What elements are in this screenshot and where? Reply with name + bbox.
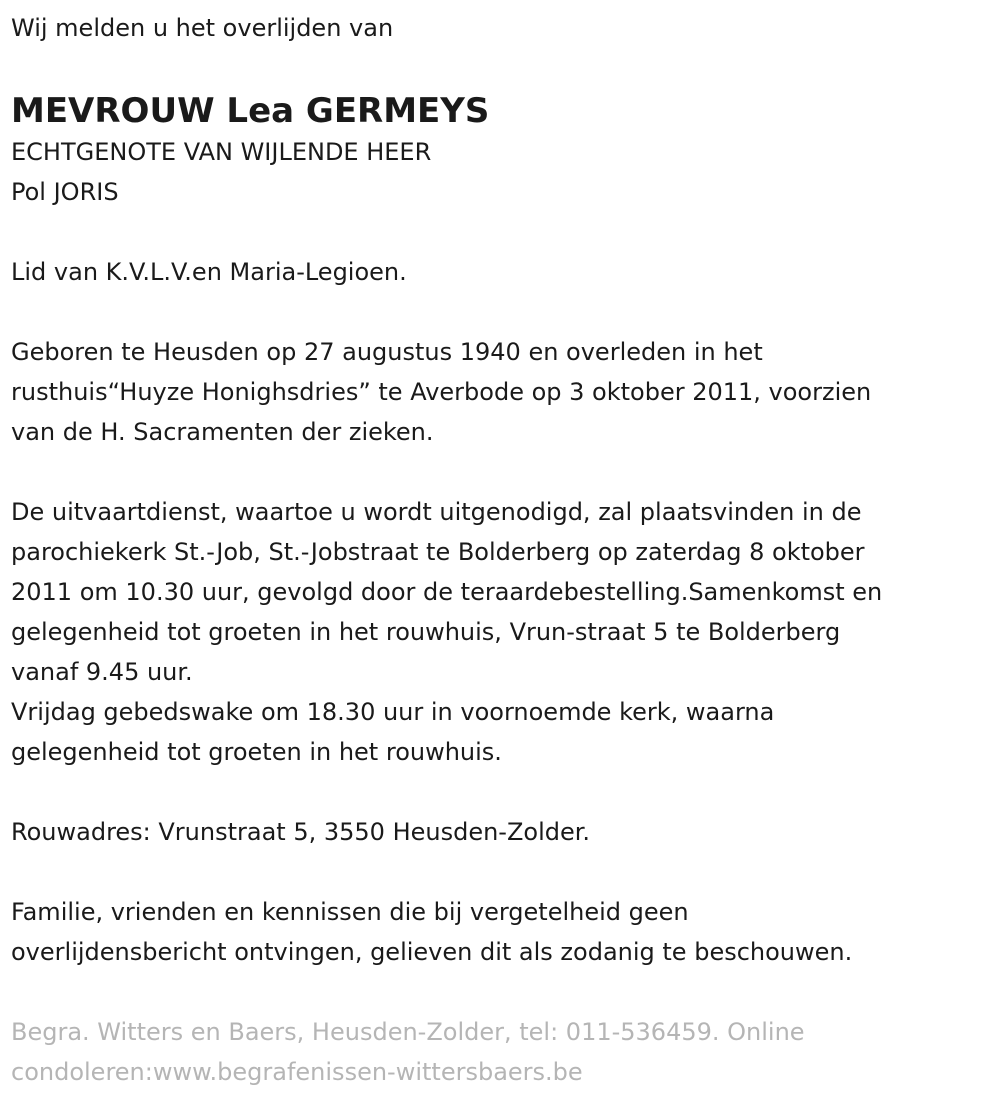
family-note-paragraph: [11, 892, 989, 972]
family-note-line: overlijdensbericht ontvingen, gelieven dit als zodanig te beschouwen.: [11, 938, 853, 966]
funeral-home-footer: [11, 1012, 989, 1092]
birth-death-line: van de H. Sacramenten der zieken.: [11, 418, 434, 446]
footer-line: Begra. Witters en Baers, Heusden-Zolder, tel: 011-536459. Online: [11, 1018, 805, 1046]
funeral-line: Vrijdag gebedswake om 18.30 uur in voornoemde kerk, waarna: [11, 698, 775, 726]
mourning-address: Rouwadres: Vrunstraat 5, 3550 Heusden-Zolder.: [11, 818, 591, 846]
funeral-line: 2011 om 10.30 uur, gevolgd door de teraardebestelling.Samenkomst en: [11, 578, 883, 606]
funeral-paragraph: [11, 492, 989, 772]
funeral-line: gelegenheid tot groeten in het rouwhuis, Vrun-straat 5 te Bolderberg: [11, 618, 841, 646]
family-note-line: Familie, vrienden en kennissen die bij vergetelheid geen: [11, 898, 689, 926]
funeral-line: vanaf 9.45 uur.: [11, 658, 193, 686]
spouse-line-1: ECHTGENOTE VAN WIJLENDE HEER: [11, 138, 432, 166]
funeral-line: parochiekerk St.-Job, St.-Jobstraat te Bolderberg op zaterdag 8 oktober: [11, 538, 865, 566]
intro-text: Wij melden u het overlijden van: [11, 14, 394, 42]
birth-death-paragraph: [11, 332, 989, 452]
spouse-line-2: Pol JORIS: [11, 178, 119, 206]
birth-death-line: rusthuis“Huyze Honighsdries” te Averbode op 3 oktober 2011, voorzien: [11, 378, 872, 406]
membership-text: Lid van K.V.L.V.en Maria-Legioen.: [11, 258, 407, 286]
funeral-line: gelegenheid tot groeten in het rouwhuis.: [11, 738, 502, 766]
funeral-line: De uitvaartdienst, waartoe u wordt uitgenodigd, zal plaatsvinden in de: [11, 498, 862, 526]
deceased-name: MEVROUW Lea GERMEYS: [11, 91, 490, 131]
birth-death-line: Geboren te Heusden op 27 augustus 1940 en overleden in het: [11, 338, 763, 366]
footer-line: condoleren:www.begrafenissen-wittersbaers.be: [11, 1058, 583, 1086]
